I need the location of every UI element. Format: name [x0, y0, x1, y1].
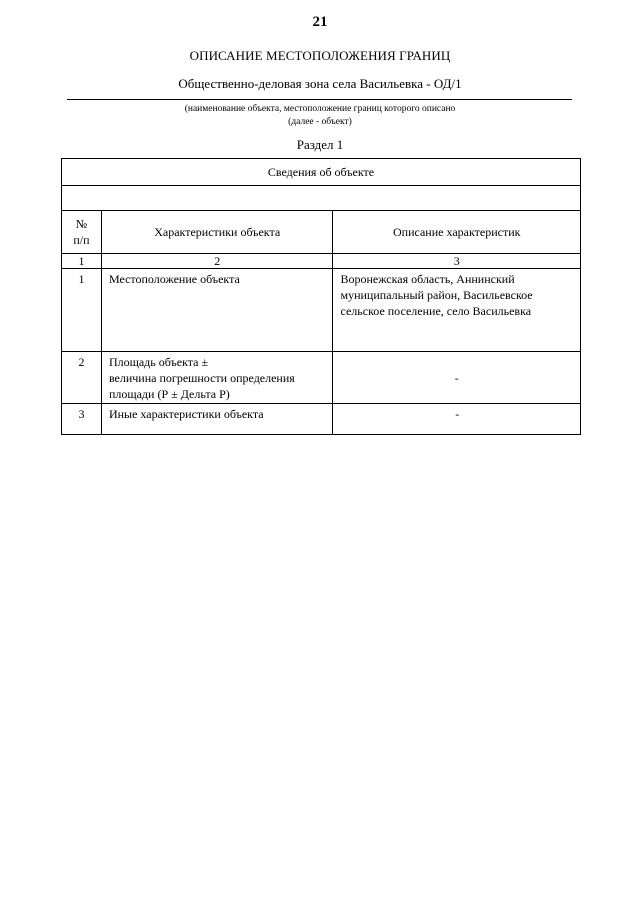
column-number: 2 — [101, 254, 333, 269]
column-header-description: Описание характеристик — [333, 211, 581, 254]
table-row — [62, 352, 581, 404]
document-title: ОПИСАНИЕ МЕСТОПОЛОЖЕНИЯ ГРАНИЦ — [189, 48, 451, 63]
row-characteristic: Местоположение объекта — [101, 269, 333, 352]
column-header-number — [62, 211, 102, 254]
table-empty-row — [62, 186, 581, 211]
row-description: Воронежская область, Аннинский муниципальный район, Васильевское сельское поселение, село Васильевка — [333, 269, 581, 352]
column-header-number-line1: № — [75, 217, 88, 231]
row-number: 1 — [62, 269, 102, 352]
row-number: 2 — [62, 352, 102, 404]
section-title: Раздел 1 — [296, 137, 344, 152]
row-characteristic-line2: величина погрешности определения — [108, 371, 295, 385]
column-header-number-line2: п/п — [73, 233, 90, 247]
underline-rule — [67, 99, 572, 100]
table-row — [62, 269, 581, 352]
row-characteristic — [101, 352, 333, 404]
table-header: Сведения об объекте — [62, 159, 581, 186]
object-caption — [0, 103, 640, 128]
column-header-characteristics: Характеристики объекта — [101, 211, 333, 254]
row-characteristic-line3: площади (Р ± Дельта Р) — [108, 387, 230, 401]
row-characteristic: Иные характеристики объекта — [101, 404, 333, 435]
row-description: - — [333, 404, 581, 435]
column-number: 3 — [333, 254, 581, 269]
table-row — [62, 404, 581, 435]
column-number: 1 — [62, 254, 102, 269]
row-number: 3 — [62, 404, 102, 435]
row-characteristic-line1: Площадь объекта ± — [108, 355, 209, 369]
object-info-table — [61, 158, 581, 435]
caption-line-2: (далее - объект) — [288, 116, 352, 127]
caption-line-1: (наименование объекта, местоположение границ которого описано — [184, 104, 456, 114]
page-number: 21 — [312, 14, 328, 30]
row-description: - — [333, 352, 581, 404]
object-name: Общественно-деловая зона села Васильевка - ОД/1 — [178, 76, 462, 91]
